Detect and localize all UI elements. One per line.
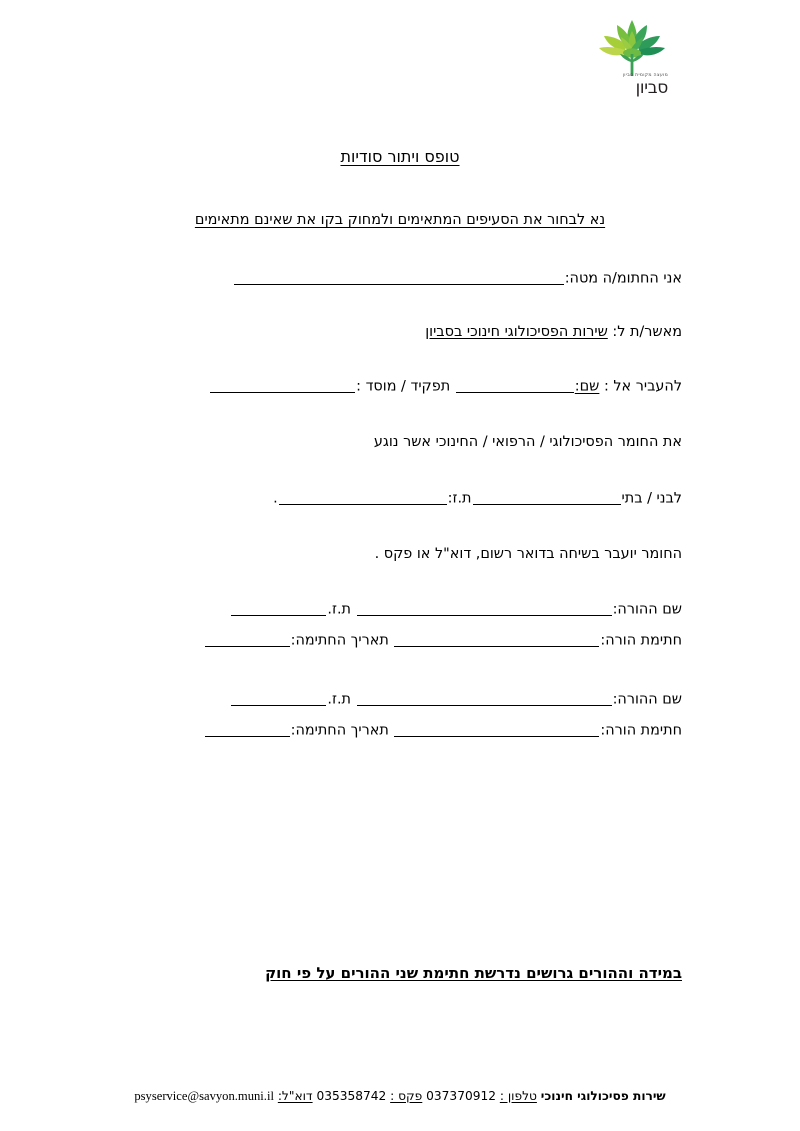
signer-label: אני החתומ/ה מטה: — [564, 270, 682, 287]
signer-name-blank[interactable] — [234, 270, 564, 285]
page-title — [0, 148, 800, 166]
child-trailing-dot: . — [273, 490, 278, 507]
parent1-name-label: שם ההורה: — [612, 601, 682, 618]
authorize-value: שירות הפסיכולוגי חינוכי בסביון — [425, 324, 608, 340]
transfer-to-label: להעביר אל : — [603, 378, 682, 395]
footer-email-value[interactable]: psyservice@savyon.muni.il — [134, 1089, 274, 1103]
transfer-name-label: שם: — [574, 378, 600, 395]
savyon-logo — [586, 14, 678, 106]
parent2-signature-row — [204, 722, 682, 739]
footer-service-name: שירות פסיכולוגי חינוכי — [540, 1089, 666, 1103]
child-label: לבני / בתי — [621, 490, 682, 507]
footer-phone-value: 037370912 — [426, 1089, 496, 1103]
authorize-label: מאשר/ת ל: — [612, 324, 682, 340]
parent2-name-label: שם ההורה: — [612, 691, 682, 708]
parent1-id-blank[interactable] — [231, 601, 326, 616]
logo-name: סביון — [635, 77, 668, 98]
parent1-name-blank[interactable] — [357, 601, 612, 616]
parent2-id-label: ת.ז. — [327, 691, 351, 708]
signer-row — [233, 270, 682, 287]
child-name-blank[interactable] — [473, 490, 621, 505]
flower-icon — [594, 14, 670, 76]
parent2-name-row — [230, 691, 682, 708]
transfer-row — [209, 378, 682, 395]
parent1-date-blank[interactable] — [205, 632, 290, 647]
parent1-id-label: ת.ז. — [327, 601, 351, 618]
parent2-signature-blank[interactable] — [394, 722, 599, 737]
child-id-blank[interactable] — [279, 490, 447, 505]
delivery-text: החומר יועבר בשיחה בדואר רשום, דוא"ל או פקס . — [374, 546, 682, 562]
delivery-row — [375, 546, 682, 563]
footer-email-label: דוא"ל: — [277, 1089, 313, 1103]
logo-subtitle: מועצה מקומית סביון — [622, 73, 668, 78]
transfer-role-label: תפקיד / מוסד : — [356, 378, 451, 395]
parent2-date-blank[interactable] — [205, 722, 290, 737]
parent1-name-row — [230, 601, 682, 618]
footer-fax-label: פקס : — [390, 1089, 423, 1103]
material-row — [374, 434, 682, 451]
footer-phone-label: טלפון : — [499, 1089, 537, 1103]
instruction-line — [0, 212, 800, 229]
transfer-role-blank[interactable] — [210, 378, 355, 393]
transfer-name-blank[interactable] — [456, 378, 574, 393]
page-title-text: טופס ויתור סודיות — [340, 147, 460, 166]
child-row — [273, 490, 682, 507]
footer-fax-value: 035358742 — [316, 1089, 387, 1103]
material-text: את החומר הפסיכולוגי / הרפואי / החינוכי אשר נוגע — [373, 434, 682, 450]
parent2-signature-label: חתימת הורה: — [600, 722, 682, 739]
divorced-parents-notice-text: במידה וההורים גרושים נדרשת חתימת שני ההורים על פי חוק — [265, 964, 682, 982]
parent2-date-label: תאריך החתימה: — [290, 722, 389, 739]
child-id-label: ת.ז: — [447, 490, 472, 507]
page-footer — [0, 1089, 800, 1104]
parent1-signature-label: חתימת הורה: — [600, 632, 682, 649]
parent1-signature-row — [204, 632, 682, 649]
authorize-row — [425, 324, 682, 341]
instruction-text: נא לבחור את הסעיפים המתאימים ולמחוק בקו את שאינם מתאימים — [194, 212, 606, 228]
divorced-parents-notice — [265, 965, 682, 982]
parent2-id-blank[interactable] — [231, 691, 326, 706]
parent2-name-blank[interactable] — [357, 691, 612, 706]
parent1-date-label: תאריך החתימה: — [290, 632, 389, 649]
parent1-signature-blank[interactable] — [394, 632, 599, 647]
